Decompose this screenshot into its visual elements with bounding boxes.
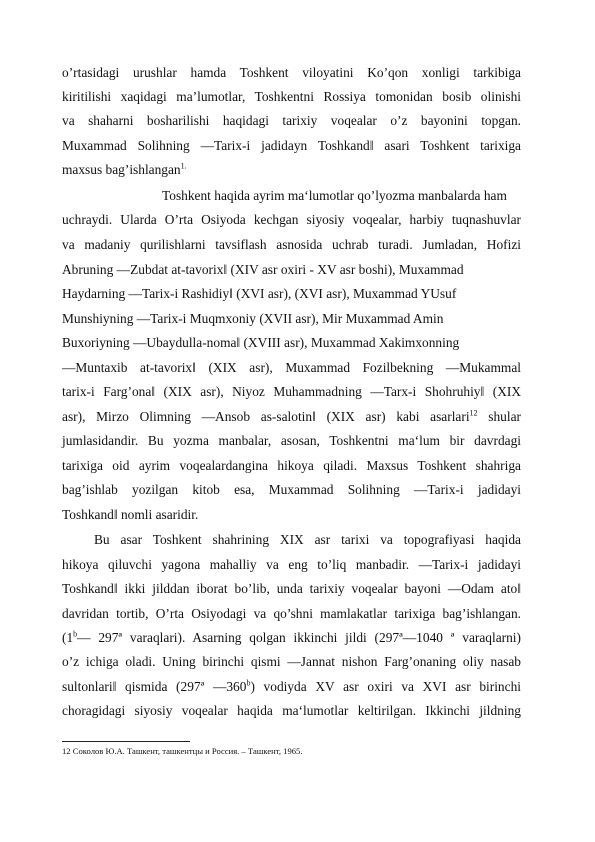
text-line: o’rtasidagi urushlar hamda Toshkent viloyatini Ko’qon xonligi tarkibiga — [62, 65, 521, 80]
text-line: Toshkent haqida ayrim ma‘lumotlar qo’lyozma manbalarda ham — [162, 188, 507, 203]
text-line: sultonlari‖ qismida (297ª —360$^b$) vodiyda XV asr oxiri va XVI asr birinchi — [62, 678, 521, 694]
footnote-rule — [62, 741, 190, 742]
text-line: kiritilishi xaqidagi ma’lumotlar, Toshkentni Rossiya tomonidan bosib olinishi — [62, 89, 521, 104]
text-line: maxsus bag’ishlangan$^{1.}$ — [62, 161, 187, 177]
text-line: Muxammad Solihning —Tarix-i jadidayn Toshkand‖ asari Toshkent tarixiga — [62, 138, 521, 153]
footnote-marker: b — [246, 678, 251, 688]
footnote-marker: 1. — [180, 161, 187, 171]
text-line: —Muntaxib at-tavorix‖ (XIX asr), Muxammad Fozilbekning —Mukammal — [62, 360, 521, 375]
text-line: asr), Mirzo Olimning —Ansob as-salotin‖ (XIX asr) kabi asarlari$^{12}$ shular — [62, 408, 522, 424]
text-line: o’z ichiga oladi. Uning birinchi qismi —Jannat nishon Farg’onaning oliy nasab — [62, 654, 521, 669]
footnote-marker: 12 — [469, 408, 478, 418]
text-line: Abruning —Zubdat at-tavorix‖ (XIV asr oxiri - XV asr boshi), Muxammad — [62, 262, 464, 277]
text-line: Bu asar Toshkent shahrining XIX asr tarixi va topografiyasi haqida — [94, 532, 521, 547]
text-line: jumlasidandir. Bu yozma manbalar, asosan, Toshkentni ma‘lum bir davrdagi — [62, 433, 521, 448]
text-line: bag’ishlab yozilgan kitob esa, Muxammad Solihning —Tarix-i jadidayi — [62, 482, 521, 497]
text-line: va madaniy qurilishlarni tavsiflash asnosida uchrab turadi. Jumladan, Hofizi — [62, 237, 521, 252]
text-line: tarix-i Farg’ona‖ (XIX asr), Niyoz Muhammadning —Tarx-i Shohruhiy‖ (XIX — [62, 384, 521, 399]
text-line: Buxoriyning —Ubaydulla-noma‖ (XVIII asr), Muxammad Xakimxonning — [62, 335, 460, 350]
text-line: Toshkand‖ ikki jilddan iborat bo’lib, unda tarixiy voqealar bayoni —Odam ato‖ — [62, 581, 521, 596]
text-line: hikoya qiluvchi yagona mahalliy va eng to’liq manbadir. —Tarix-i jadidayi — [62, 557, 521, 572]
footnote: 12 Соколов Ю.А. Ташкент, ташкентцы и Россия. – Ташкент, 1965. — [62, 746, 303, 756]
text-line: (1$^b$— 297ª varaqlari). Asarning qolgan ikkinchi jildi (297ª—1040 ª varaqlarni) — [62, 629, 521, 645]
text-line: davridan tortib, O’rta Osiyodagi va qo’shni mamlakatlar tarixiga bag’ishlangan. — [62, 606, 521, 621]
text-line: Haydarning —Tarix-i Rashidiy‖ (XVI asr), (XVI asr), Muxammad YUsuf — [62, 286, 457, 301]
text-line: uchraydi. Ularda O’rta Osiyoda kechgan siyosiy voqealar, harbiy tuqnashuvlar — [62, 212, 521, 227]
text-line: Munshiyning —Tarix-i Muqmxoniy (XVII asr), Mir Muxammad Amin — [62, 311, 444, 326]
footnote-marker: b — [73, 629, 78, 639]
text-line: choragidagi siyosiy voqealar haqida ma‘lumotlar keltirilgan. Ikkinchi jildning — [62, 703, 521, 718]
text-line: tarixiga oid ayrim voqealardangina hikoya qiladi. Maxsus Toshkent shahriga — [62, 458, 521, 473]
text-line: Toshkand‖ nomli asaridir. — [62, 507, 199, 522]
text-line: va shaharni bosharilishi haqidagi tarixiy voqealar o’z bayonini topgan. — [62, 113, 521, 128]
